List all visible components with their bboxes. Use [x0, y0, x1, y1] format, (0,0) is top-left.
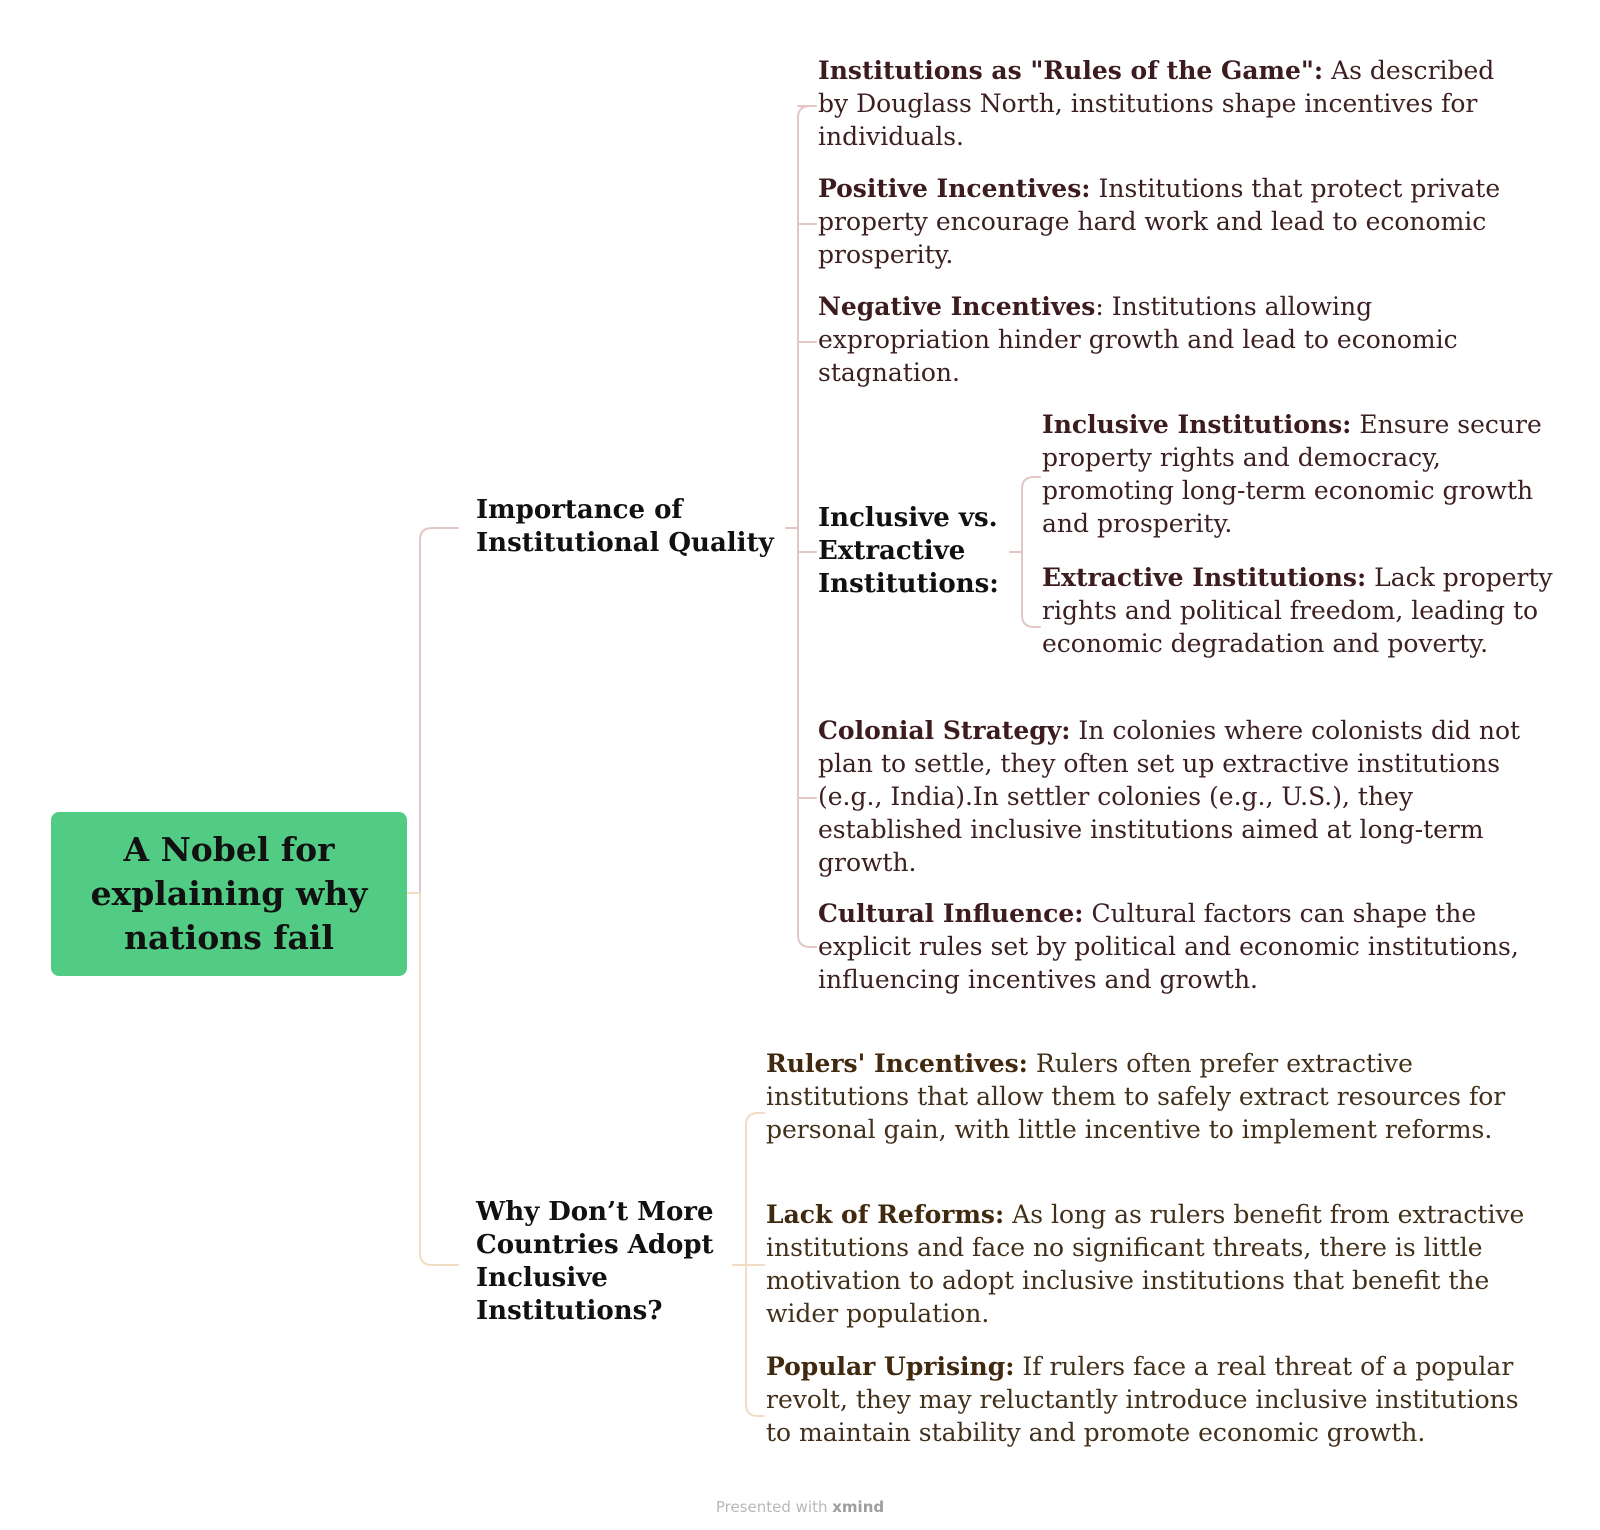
leaf-text: : Institutions allowing expropriation hinder growth and lead to economic stagnation.	[818, 292, 1458, 387]
leaf-text: Institutions that protect private property encourage hard work and lead to economic prosperity.	[818, 174, 1501, 269]
leaf-title: Colonial Strategy:	[818, 716, 1071, 745]
leaf-popular-uprising[interactable]	[766, 1350, 1546, 1449]
connector-branch-1-spine	[798, 106, 810, 947]
leaf-text: Ensure secure property rights and democracy, promoting long-term economic growth and prosperity.	[1042, 410, 1542, 538]
leaf-positive-incentives[interactable]	[818, 172, 1548, 271]
leaf-title: Rulers' Incentives:	[766, 1049, 1028, 1078]
connector-root-to-branch-2	[420, 893, 458, 1265]
leaf-lack-of-reforms[interactable]	[766, 1198, 1546, 1330]
leaf-text: In colonies where colonists did not plan to settle, they often set up extractive institutions (e.g., India).In settler colonies (e.g., U.S.), they established inclusive institutions aimed at long-term growth.	[818, 716, 1521, 877]
leaf-title: Inclusive Institutions:	[1042, 410, 1352, 439]
connector-root-to-branch-1	[420, 528, 458, 893]
subbranch-label: Inclusive vs. Extractive Institutions:	[818, 503, 999, 599]
leaf-title: Cultural Influence:	[818, 899, 1084, 928]
branch-label: Why Don’t More Countries Adopt Inclusive Institutions?	[476, 1197, 714, 1326]
leaf-title: Popular Uprising:	[766, 1352, 1015, 1381]
leaf-title: Institutions as "Rules of the Game":	[818, 56, 1324, 85]
branch-label: Importance of Institutional Quality	[476, 495, 774, 558]
branch-why-dont-more-countries[interactable]	[476, 1196, 736, 1328]
leaf-title: Extractive Institutions:	[1042, 563, 1367, 592]
leaf-text: Lack property rights and political freedom, leading to economic degradation and poverty.	[1042, 563, 1553, 658]
leaf-title: Negative Incentives	[818, 292, 1096, 321]
watermark-prefix: Presented with	[715, 1498, 833, 1516]
subbranch-inclusive-vs-extractive[interactable]	[818, 502, 1010, 601]
connector-subbranch-spine	[1022, 477, 1040, 627]
leaf-text: Rulers often prefer extractive institutions that allow them to safely extract resources for personal gain, with little incentive to implement reforms.	[766, 1049, 1506, 1144]
leaf-rules-of-the-game[interactable]	[818, 54, 1530, 153]
leaf-title: Positive Incentives:	[818, 174, 1091, 203]
root-topic[interactable]	[51, 812, 407, 976]
watermark	[0, 1498, 1600, 1516]
leaf-negative-incentives[interactable]	[818, 290, 1530, 389]
leaf-title: Lack of Reforms:	[766, 1200, 1005, 1229]
leaf-inclusive-institutions[interactable]	[1042, 408, 1562, 540]
leaf-rulers-incentives[interactable]	[766, 1047, 1546, 1146]
leaf-text: Cultural factors can shape the explicit rules set by political and economic institutions, influencing incentives and growth.	[818, 899, 1519, 994]
branch-importance-of-institutional-quality[interactable]	[476, 494, 776, 560]
root-topic-label: A Nobel for explaining why nations fail	[90, 830, 368, 957]
leaf-extractive-institutions[interactable]	[1042, 561, 1562, 660]
watermark-brand: xmind	[832, 1498, 885, 1516]
leaf-colonial-strategy[interactable]	[818, 714, 1548, 879]
leaf-cultural-influence[interactable]	[818, 897, 1530, 996]
leaf-text: As long as rulers benefit from extractive institutions and face no significant threats, there is little motivation to adopt inclusive institutions that benefit the wider population.	[766, 1200, 1525, 1328]
leaf-text: If rulers face a real threat of a popular revolt, they may reluctantly introduce inclusive institutions to maintain stability and promote economic growth.	[766, 1352, 1519, 1447]
leaf-text: As described by Douglass North, institutions shape incentives for individuals.	[818, 56, 1495, 151]
